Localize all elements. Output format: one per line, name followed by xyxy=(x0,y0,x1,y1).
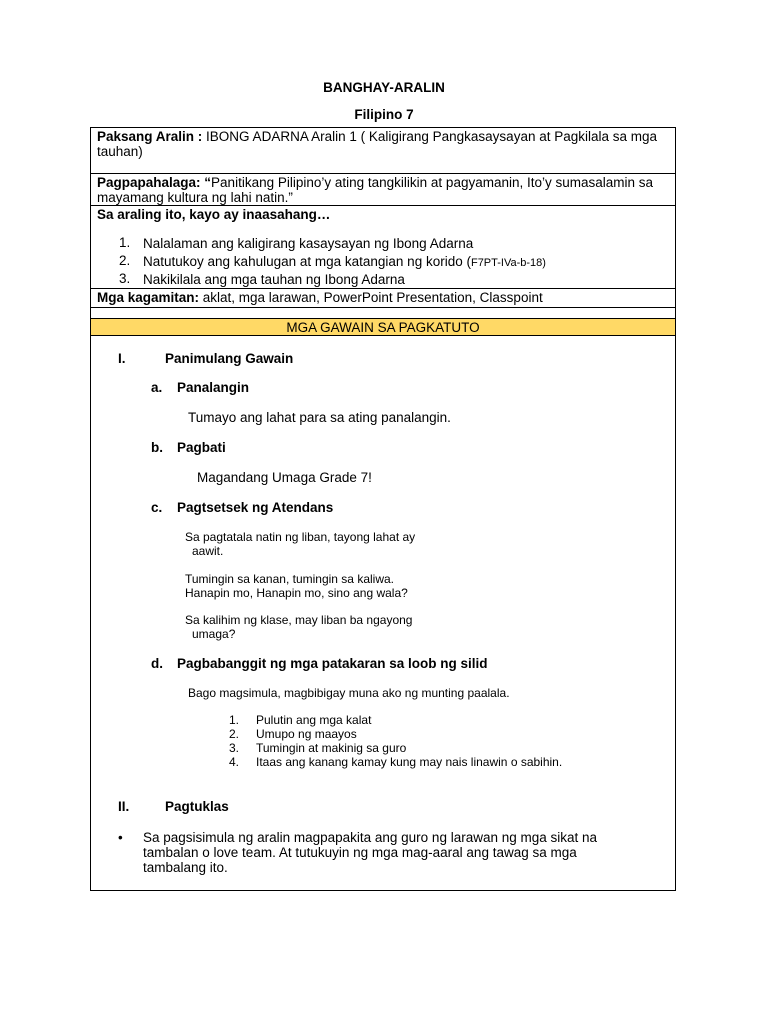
pagtuklas-line: Sa pagsisimula ng aralin magpapakita ang guro ng larawan ng mga sikat na xyxy=(143,830,598,845)
atendans-line: Tumingin sa kanan, tumingin sa kaliwa. xyxy=(185,572,394,586)
patakaran-item: Itaas ang kanang kamay kung may nais linawin o sabihin. xyxy=(256,755,563,769)
atendans-line: aawit. xyxy=(192,544,224,558)
paksang-aralin-label: Paksang Aralin : xyxy=(97,129,203,144)
layunin-item-2: Natutukoy ang kahulugan at mga katangian ng korido (F7PT-IVa-b-18) xyxy=(143,254,546,269)
section-1-title: Panimulang Gawain xyxy=(165,351,294,366)
competency-code: F7PT-IVa-b-18) xyxy=(470,257,546,269)
layunin-num-3: 3. xyxy=(119,271,131,286)
row-divider xyxy=(90,307,676,308)
atendans-line: Sa pagtatala natin ng liban, tayong lahat ay xyxy=(185,530,416,544)
patakaran-num: 2. xyxy=(229,727,240,741)
patakaran-intro: Bago magsimula, magbibigay muna ako ng munting paalala. xyxy=(188,686,510,700)
atendans-line: Sa kalihim ng klase, may liban ba ngayong xyxy=(185,613,413,627)
subsection-d-title: Pagbabanggit ng mga patakaran sa loob ng silid xyxy=(177,656,488,671)
patakaran-num: 1. xyxy=(229,713,240,727)
pagbati-text: Magandang Umaga Grade 7! xyxy=(197,470,372,485)
section-1-number: I. xyxy=(118,351,126,366)
subsection-b-title: Pagbati xyxy=(177,440,226,455)
pagpapahalaga-label: Pagpapahalaga: “ xyxy=(97,175,212,190)
row-divider xyxy=(90,288,676,289)
row-divider xyxy=(90,335,676,336)
patakaran-num: 4. xyxy=(229,755,240,769)
subsection-c-letter: c. xyxy=(151,500,163,515)
mga-kagamitan-label: Mga kagamitan: xyxy=(97,290,200,305)
patakaran-item: Tumingin at makinig sa guro xyxy=(256,741,407,755)
layunin-num-1: 1. xyxy=(119,235,131,250)
pagtuklas-line: tambalang ito. xyxy=(143,860,228,875)
subsection-c-title: Pagtsetsek ng Atendans xyxy=(177,500,334,515)
row-divider xyxy=(90,127,676,128)
mga-kagamitan xyxy=(97,290,667,305)
section-2-number: II. xyxy=(118,799,130,814)
row-divider xyxy=(90,890,676,891)
layunin-num-2: 2. xyxy=(119,253,131,268)
section-2-title: Pagtuklas xyxy=(165,799,229,814)
pagtuklas-line: tambalan o love team. At tutukuyin ng mga mag-aaral ang tawag sa mga xyxy=(143,845,577,860)
atendans-line: Hanapin mo, Hanapin mo, sino ang wala? xyxy=(185,586,408,600)
subsection-a-letter: a. xyxy=(151,380,163,395)
layunin-item-3: Nakikilala ang mga tauhan ng Ibong Adarna xyxy=(143,272,405,287)
bullet-icon: • xyxy=(118,830,123,845)
row-divider xyxy=(90,205,676,206)
patakaran-num: 3. xyxy=(229,741,240,755)
pagpapahalaga-text: Panitikang Pilipino’y ating tangkilikin at pagyamanin, Ito’y sumasalamin sa mayamang kultura ng lahi natin.” xyxy=(97,175,654,205)
document-subtitle: Filipino 7 xyxy=(354,107,414,122)
subsection-b-letter: b. xyxy=(151,440,163,455)
paksang-aralin-text: IBONG ADARNA Aralin 1 ( Kaligirang Pangkasaysayan at Pagkilala sa mga tauhan) xyxy=(97,129,658,159)
layunin-item-1: Nalalaman ang kaligirang kasaysayan ng Ibong Adarna xyxy=(143,236,474,251)
subsection-d-letter: d. xyxy=(151,656,163,671)
gawain-header: MGA GAWAIN SA PAGKATUTO xyxy=(286,320,480,335)
patakaran-item: Pulutin ang mga kalat xyxy=(256,713,372,727)
row-divider xyxy=(90,173,676,174)
patakaran-item: Umupo ng maayos xyxy=(256,727,357,741)
paksang-aralin xyxy=(97,129,667,159)
atendans-line: umaga? xyxy=(192,627,236,641)
panalangin-text: Tumayo ang lahat para sa ating panalangin. xyxy=(188,410,451,425)
document-title: BANGHAY-ARALIN xyxy=(323,80,445,95)
mga-kagamitan-text: aklat, mga larawan, PowerPoint Presentation, Classpoint xyxy=(199,290,543,305)
subsection-a-title: Panalangin xyxy=(177,380,250,395)
layunin-heading: Sa araling ito, kayo ay inaasahang… xyxy=(97,207,331,222)
pagpapahalaga xyxy=(97,175,667,205)
